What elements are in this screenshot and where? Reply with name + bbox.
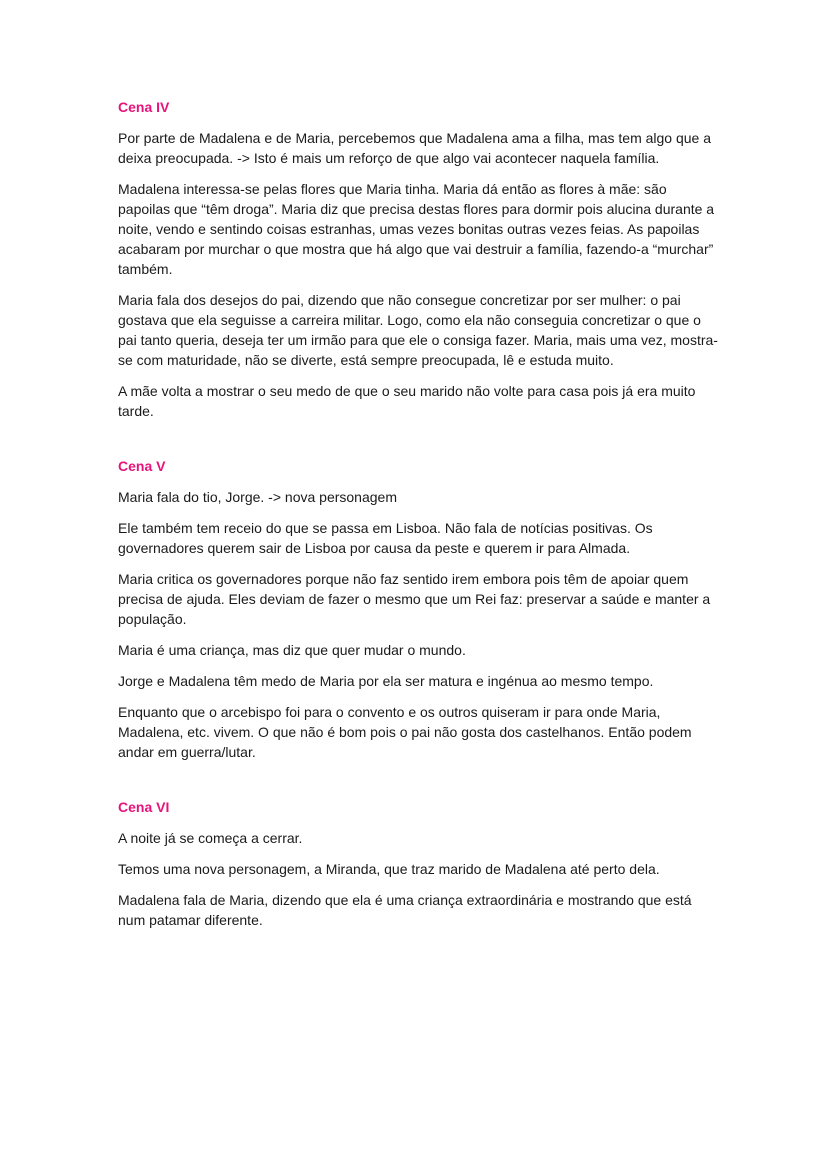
- document-page: [118, 97, 718, 941]
- paragraph: A noite já se começa a cerrar.: [118, 830, 303, 846]
- section-cena-v: [118, 456, 718, 762]
- section-cena-iv: [118, 97, 718, 421]
- paragraph: Maria critica os governadores porque não faz sentido irem embora pois têm de apoiar quem precisa de ajuda. Eles deviam de fazer o mesmo que um Rei faz: preservar a saúde e manter a população.: [118, 571, 711, 627]
- section-heading: Cena IV: [118, 99, 170, 115]
- paragraph: Jorge e Madalena têm medo de Maria por ela ser matura e ingénua ao mesmo tempo.: [118, 673, 654, 689]
- paragraph: Por parte de Madalena e de Maria, percebemos que Madalena ama a filha, mas tem algo que a deixa preocupada. -> Isto é mais um reforço de que algo vai acontecer naquela família.: [118, 130, 712, 166]
- paragraph: Enquanto que o arcebispo foi para o convento e os outros quiseram ir para onde Maria, Madalena, etc. vivem. O que não é bom pois o pai não gosta dos castelhanos. Então podem andar em guerra/lutar.: [118, 704, 692, 760]
- paragraph: Temos uma nova personagem, a Miranda, que traz marido de Madalena até perto dela.: [118, 861, 660, 877]
- paragraph: Madalena interessa-se pelas flores que Maria tinha. Maria dá então as flores à mãe: são papoilas que “têm droga”. Maria diz que precisa destas flores para dormir pois alucina durante a noite, vendo e sentindo coisas estranhas, umas vezes bonitas outras vezes feias. As papoilas acabaram por murchar o que mostra que há algo que vai destruir a família, fazendo-a “murchar” também.: [118, 181, 715, 277]
- section-heading: Cena V: [118, 458, 166, 474]
- paragraph: Madalena fala de Maria, dizendo que ela é uma criança extraordinária e mostrando que está num patamar diferente.: [118, 892, 692, 928]
- paragraph: Maria é uma criança, mas diz que quer mudar o mundo.: [118, 642, 466, 658]
- paragraph: Maria fala dos desejos do pai, dizendo que não consegue concretizar por ser mulher: o pai gostava que ela seguisse a carreira militar. Logo, como ela não conseguia concretizar o que o pai tanto queria, deseja ter um irmão para que ele o consiga fazer. Maria, mais uma vez, mostra-se com maturidade, não se diverte, está sempre preocupada, lê e estuda muito.: [118, 292, 718, 368]
- paragraph: A mãe volta a mostrar o seu medo de que o seu marido não volte para casa pois já era muito tarde.: [118, 383, 696, 419]
- paragraph: Ele também tem receio do que se passa em Lisboa. Não fala de notícias positivas. Os governadores querem sair de Lisboa por causa da peste e querem ir para Almada.: [118, 520, 653, 556]
- section-cena-vi: [118, 797, 718, 930]
- paragraph: Maria fala do tio, Jorge. -> nova personagem: [118, 489, 397, 505]
- section-heading: Cena VI: [118, 799, 170, 815]
